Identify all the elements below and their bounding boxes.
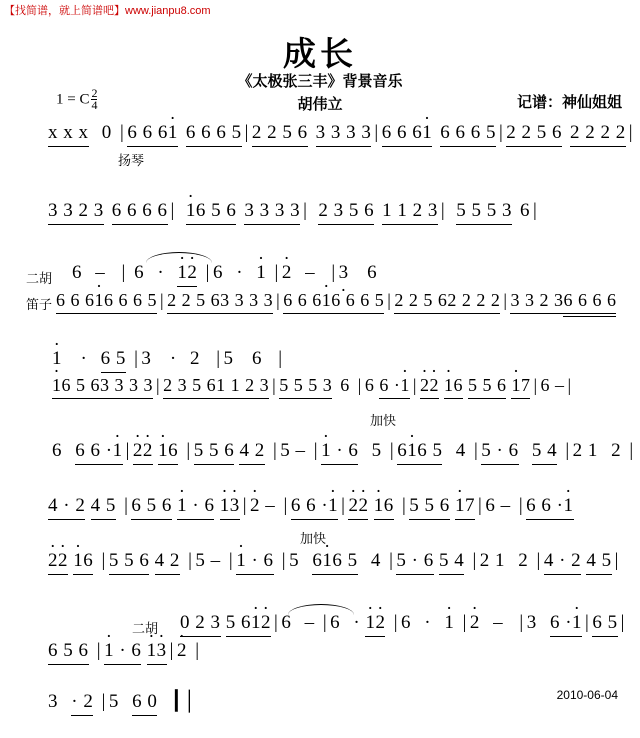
note-group: 2 2 2 2 <box>447 290 500 315</box>
note-group: 6 5 <box>101 348 126 374</box>
note-group: · 1 · 6 <box>104 640 141 666</box>
note-group: 0 2 3 <box>180 612 221 638</box>
staff-line-4: 6 6 6· 16 6 6 5 | 2 2 5 63 3 3 3 | 6 6 6· 16 6 6 5 | 2 2 5 62 2 2 2 | 3 3 2 36 6 6 6 <box>0 290 640 318</box>
composer: 胡伟立 <box>297 95 343 113</box>
key-signature-prefix: 1 = C <box>56 91 90 108</box>
note-group: 6 6 6· 1 <box>283 290 331 315</box>
note-group: · 1· 3 <box>147 640 167 666</box>
note-group: · 1 · 6 <box>177 495 214 521</box>
note-group: · 16 <box>73 550 93 576</box>
note-group: 6 6 ·· 1 <box>526 495 573 521</box>
note-group: 5 6· 1· 2 <box>226 612 271 638</box>
note-group: 6 6 ·· 1 <box>291 495 338 521</box>
note-group: 6 ·· 1 <box>550 612 582 638</box>
note-group: 6 6 6· 1 <box>382 122 433 148</box>
note-group: · 17 <box>511 375 530 400</box>
note-group: · 2· 2 <box>348 495 368 521</box>
note-group: 6· 16 5 <box>312 550 357 576</box>
staff-line-11: 6 5 6 | · 1 · 6 · 1· 3 | · 2 | <box>0 640 640 666</box>
note-group: 6 6 6 5 <box>440 122 496 148</box>
arranger-credit: 记谱：神仙姐姐 <box>516 93 622 111</box>
note-group: 3 3 3 3 <box>244 200 300 226</box>
instrument-mark-jiakuai: 加快 <box>300 532 327 547</box>
note-group: 2 2 5 6 <box>394 290 447 315</box>
note-group: 5 4 <box>532 440 557 466</box>
note-group: · 1 · 6 <box>321 440 358 466</box>
note-group: 6 6 6· 1 <box>127 122 178 148</box>
note-group: 5 · 6 <box>396 550 433 576</box>
slur-mark <box>146 252 212 263</box>
staff-line-8: 4 · 2 4 5 | 6 5 6 · 1 · 6 · 1· 3 | · 2 – | 6 6 ·· 1 | · 2· 2 · 16 | 5 5 6 · 17 | 6 – | 6 6 ·· 1 <box>0 495 640 521</box>
instrument-mark-erhu-1: 二胡 <box>26 272 53 287</box>
subtitle: 《太极张三丰》背景音乐 <box>237 72 403 90</box>
instrument-mark-erhu-2: 二胡 <box>132 622 159 637</box>
note-group: 6 6 6 5 <box>186 122 242 148</box>
note-group: 5 5 6 <box>109 550 150 576</box>
note-group: 4 · 2 <box>544 550 581 576</box>
note-group: 2 2 2 2 <box>570 122 626 148</box>
note-group: 4 · 2 <box>48 495 85 521</box>
staff-line-2: 3 3 2 3 6 6 6 6 | · 16 5 6 3 3 3 3 | 2 3 5 6 1 1 2 3 | 5 5 5 3 6 | <box>0 200 640 226</box>
staff-line-5: · 1 · 6 5 | 3 · 2 | 5 6 | <box>0 348 640 374</box>
note-group: 2 2 5 6 <box>167 290 220 315</box>
note-group: 5 5 5 3 <box>279 375 332 400</box>
instrument-mark-yangqin-2: 笛子 <box>26 298 53 313</box>
note-group: 3 3 3 3 <box>220 290 273 315</box>
note-group: 6 0 <box>132 691 157 717</box>
note-group: 6 6 6 6 <box>112 200 168 226</box>
note-group: 3 3 3 3 <box>100 375 153 400</box>
note-group: 5 · 6 <box>481 440 518 466</box>
note-group: 5 5 6 <box>468 375 507 400</box>
note-group: 5 4 <box>439 550 464 576</box>
site-watermark: 【找简谱，就上简谱吧】www.jianpu8.com <box>4 5 211 17</box>
note-group: · 1· 3 <box>220 495 240 521</box>
note-group: 2 2 5 6 <box>506 122 562 148</box>
note-group: 4 5 <box>586 550 611 576</box>
note-group: 6 6 ·· 1 <box>75 440 122 466</box>
note-group: · 16 5 6 <box>52 375 100 400</box>
staff-line-10: 0 2 3 5 6· 1· 2 | 6 – | 6 · · 1· 2 | 6 · · 1 | · 2 – | 3 6 ·· 1 | 6 5 | <box>0 612 640 638</box>
note-group: · 1· 2 <box>177 262 197 288</box>
key-signature <box>56 88 97 112</box>
note-group: · 2· 2 <box>133 440 153 466</box>
instrument-mark-dizi: 加快 <box>370 414 397 429</box>
note-group: · 1· 2 <box>365 612 385 638</box>
instrument-mark-yangqin-1: 扬琴 <box>118 154 145 169</box>
note-group: 5 5 6 <box>409 495 450 521</box>
score-date: 2010-06-04 <box>556 688 618 702</box>
note-group: · 16 <box>158 440 178 466</box>
note-group: 5 5 5 3 <box>456 200 512 226</box>
note-group: 3 3 2 3 <box>510 290 563 315</box>
note-group: 6 5 6 <box>48 640 89 666</box>
note-group: 6 6 6 6 <box>563 290 616 318</box>
note-group: · 16 5 6 <box>186 200 237 226</box>
note-group: 1 1 2 3 <box>216 375 269 400</box>
page-title: 成长 <box>283 34 357 73</box>
note-group: · 2 <box>71 691 93 717</box>
staff-line-9: · 2· 2 · 16 | 5 5 6 4 2 | 5 – | · 1 · 6 | 5 6· 16 5 4 | 5 · 6 5 4 | 2 1 2 | 4 · 2 4 5 | <box>0 550 640 576</box>
staff-line-3: 6 – | 6 · · 1· 2 | 6 · · 1 | · 2 – | 3 · 6 <box>0 262 640 288</box>
note-group: · 1 · 6 <box>236 550 273 576</box>
note-group: 6· 16 5 <box>397 440 442 466</box>
note-group: 3 3 3 3 <box>316 122 372 148</box>
note-group: 2 3 5 6 <box>318 200 374 226</box>
final-barline: ┃│ <box>170 691 197 712</box>
note-group: 1 1 2 3 <box>382 200 438 226</box>
note-group: 4 2 <box>155 550 180 576</box>
note-group: 2 2 5 6 <box>252 122 308 148</box>
note-group: x x x <box>48 122 89 148</box>
note-group: 5 5 6 <box>194 440 235 466</box>
staff-line-7: 6 6 6 ·· 1 | · 2· 2 · 16 | 5 5 6 4 2 | 5 – | · 1 · 6 5 | 6· 16 5 4 | 5 · 6 5 4 | 2 1 2 | <box>0 440 640 466</box>
note-group: 6 ·· 1 <box>379 375 410 400</box>
time-signature: $\frac{2}{4}$ <box>91 86 98 113</box>
note-group: 3 3 2 3 <box>48 200 104 226</box>
note-group: · 16 <box>444 375 463 400</box>
note-group: · 17 <box>455 495 475 521</box>
note-group: 6 6 6 5 <box>331 290 384 315</box>
note-group: 2 3 5 6 <box>163 375 216 400</box>
note-group: 4 2 <box>239 440 264 466</box>
note-group: · 2· 2 <box>48 550 68 576</box>
note-group: 4 5 <box>91 495 116 521</box>
note-group: 6 5 <box>592 612 617 638</box>
staff-line-12: 3 · 2 | 5 6 0 ┃│ <box>0 690 640 717</box>
staff-line-6: · 16 5 63 3 3 3 | 2 3 5 61 1 2 3 | 5 5 5 3 6 | 6 6 ·· 1 | · 2· 2 · 16 5 5 6 · 17 | 6 – | <box>0 375 640 400</box>
note-group: · 2· 2 <box>420 375 439 400</box>
note-group: 6 6 6 5 <box>104 290 157 315</box>
note-group: 6 6 6· 1 <box>56 290 104 315</box>
note-group: · 16 <box>374 495 394 521</box>
staff-line-1: x x x 0 | 6 6 6· 1 6 6 6 5 | 2 2 5 6 3 3 3 3 | 6 6 6· 1 6 6 6 5 | 2 2 5 6 2 2 2 2 | <box>0 122 640 148</box>
slur-mark-2 <box>288 604 354 615</box>
note-group: 6 5 6 <box>131 495 172 521</box>
